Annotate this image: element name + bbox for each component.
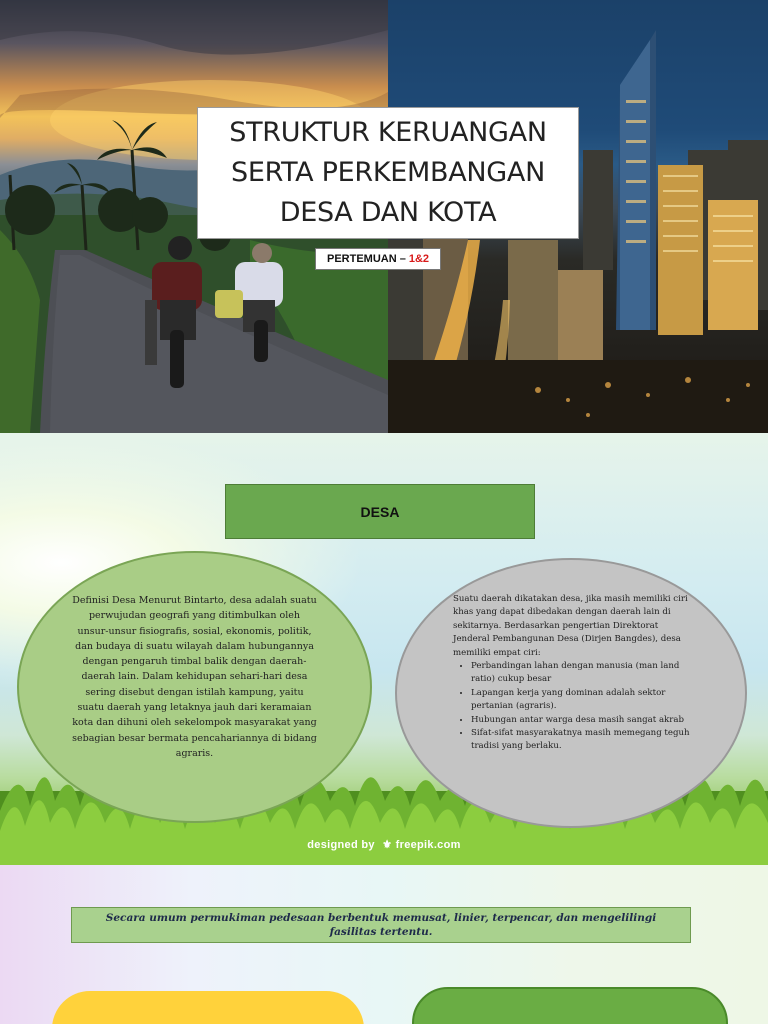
designer-credit [0, 838, 768, 851]
presentation-title: STRUKTUR KERUANGAN SERTA PERKEMBANGAN DESA DAN KOTA [229, 117, 547, 228]
list-item: • Perbandingan lahan dengan manusia (man land ratio) cukup besar [471, 660, 693, 687]
green-rounded-box [412, 987, 728, 1024]
title-slide [0, 0, 768, 433]
characteristics-list [453, 660, 693, 754]
yellow-rounded-box [52, 991, 364, 1024]
desa-definition-text: Definisi Desa Menurut Bintarto, desa adalah suatu perwujudan geografi yang ditimbulkan oleh unsur-unsur fisiografis, sosial, ekonomis, politik, dan budaya di suatu wilayah dalam hubungannya dengan pengaruh timbal balik dengan daerah-daerah lain. Dalam kehidupan sehari-hari desa sering disebut dengan istilah kampung, yaitu suatu daerah yang letaknya jauh dari keramaian kota dan dihuni oleh sekelompok masyarakat yang sebagian besar bermata pencahariannya di bidang agraris. [72, 595, 317, 759]
meeting-badge [315, 248, 441, 270]
list-item: • Lapangan kerja yang dominan adalah sektor pertanian (agraris). [471, 687, 693, 714]
list-item: • Sifat-sifat masyarakatnya masih memegang teguh tradisi yang berlaku. [471, 727, 693, 754]
meeting-number: 1&2 [408, 253, 430, 265]
credit-prefix: designed by [307, 839, 375, 851]
characteristics-intro: Suatu daerah dikatakan desa, jika masih memiliki ciri khas yang dapat dibedakan dengan daerah lain di sekitarnya. Berdasarkan pengertian Direktorat Jenderal Pembangunan Desa (Dirjen Bangdes), desa memiliki empat ciri: [453, 594, 688, 658]
settlement-slide [0, 865, 768, 1024]
list-item: • Hubungan antar warga desa masih sangat akrab [471, 714, 693, 727]
freepik-logo-icon: ⚜ [382, 839, 393, 851]
title-box [197, 107, 579, 239]
desa-slide [0, 433, 768, 865]
settlement-summary: Secara umum permukiman pedesaan berbentuk memusat, linier, terpencar, dan mengelilingi fasilitas tertentu. [71, 907, 691, 943]
desa-header: DESA [225, 484, 535, 539]
desa-characteristics [453, 593, 693, 754]
meeting-label: PERTEMUAN – [326, 253, 406, 265]
credit-brand: freepik.com [395, 839, 461, 851]
